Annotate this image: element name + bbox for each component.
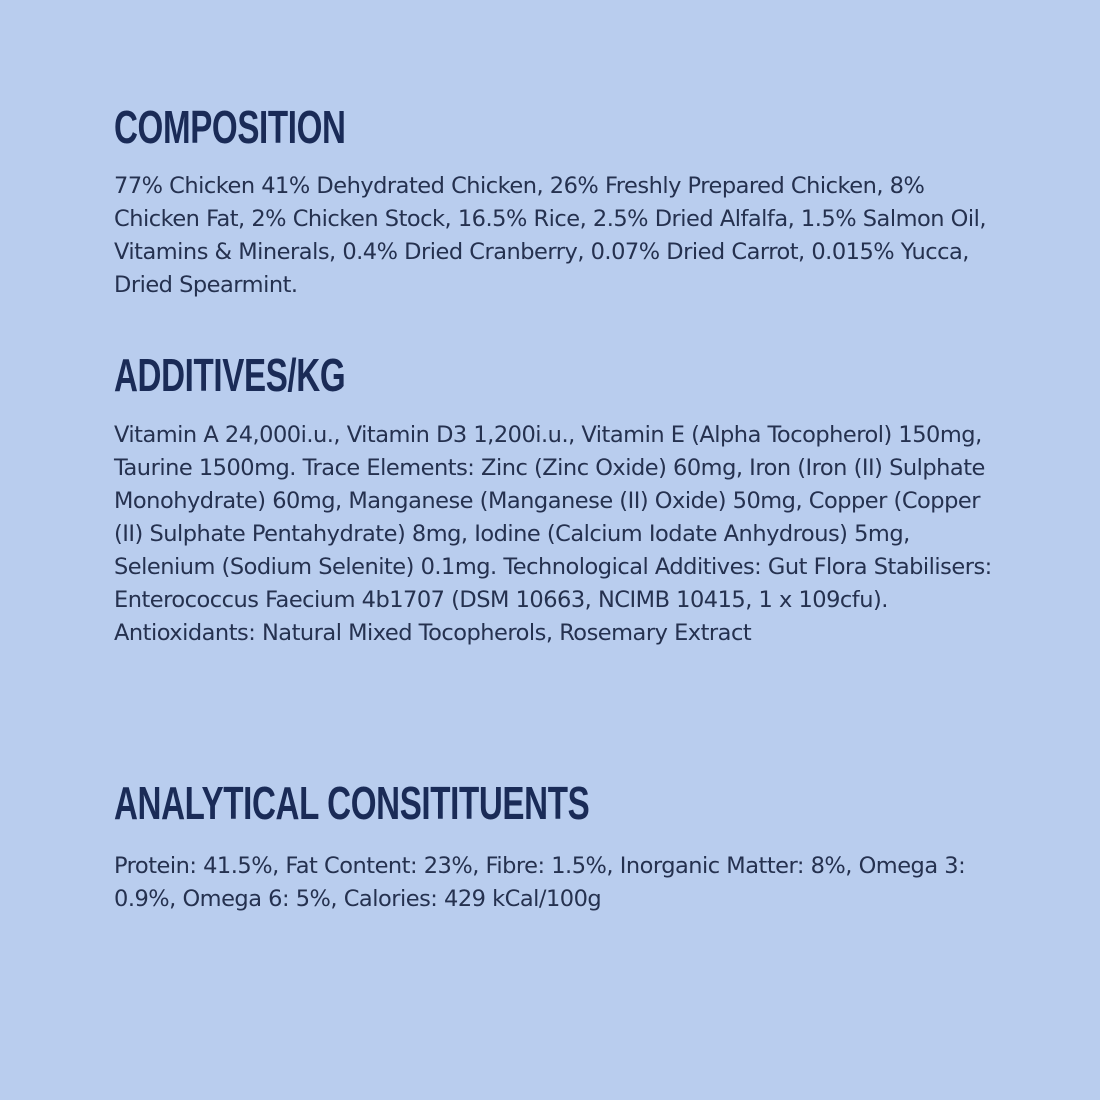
- additives-section: [114, 348, 994, 650]
- composition-heading: COMPOSITION: [114, 101, 346, 153]
- analytical-constituents-text: Protein: 41.5%, Fat Content: 23%, Fibre: 1.5%, Inorganic Matter: 8%, Omega 3: 0.9%, Omega 6: 5%, Calories: 429 kCal/100g: [114, 853, 966, 912]
- additives-heading: ADDITIVES/KG: [114, 349, 346, 401]
- composition-text: 77% Chicken 41% Dehydrated Chicken, 26% Freshly Prepared Chicken, 8% Chicken Fat, 2% Chicken Stock, 16.5% Rice, 2.5% Dried Alfalfa, 1.5% Salmon Oil, Vitamins & Minerals, 0.4% Dried Cranberry, 0.07% Dried Carrot, 0.015% Yucca, Dried Spearmint.: [114, 173, 987, 298]
- additives-text: Vitamin A 24,000i.u., Vitamin D3 1,200i.u., Vitamin E (Alpha Tocopherol) 150mg, Taurine 1500mg. Trace Elements: Zinc (Zinc Oxide) 60mg, Iron (Iron (II) Sulphate Monohydrate) 60mg, Manganese (Manganese (II) Oxide) 50mg, Copper (Copper (II) Sulphate Pentahydrate) 8mg, Iodine (Calcium Iodate Anhydrous) 5mg, Selenium (Sodium Selenite) 0.1mg. Technological Additives: Gut Flora Stabilisers: Enterococcus Faecium 4b1707 (DSM 10663, NCIMB 10415, 1 x 109cfu). Antioxidants: Natural Mixed Tocopherols, Rosemary Extract: [114, 422, 992, 646]
- composition-section: [114, 100, 994, 302]
- analytical-constituents-section: [114, 776, 994, 916]
- analytical-constituents-heading: ANALYTICAL CONSITITUENTS: [114, 777, 590, 829]
